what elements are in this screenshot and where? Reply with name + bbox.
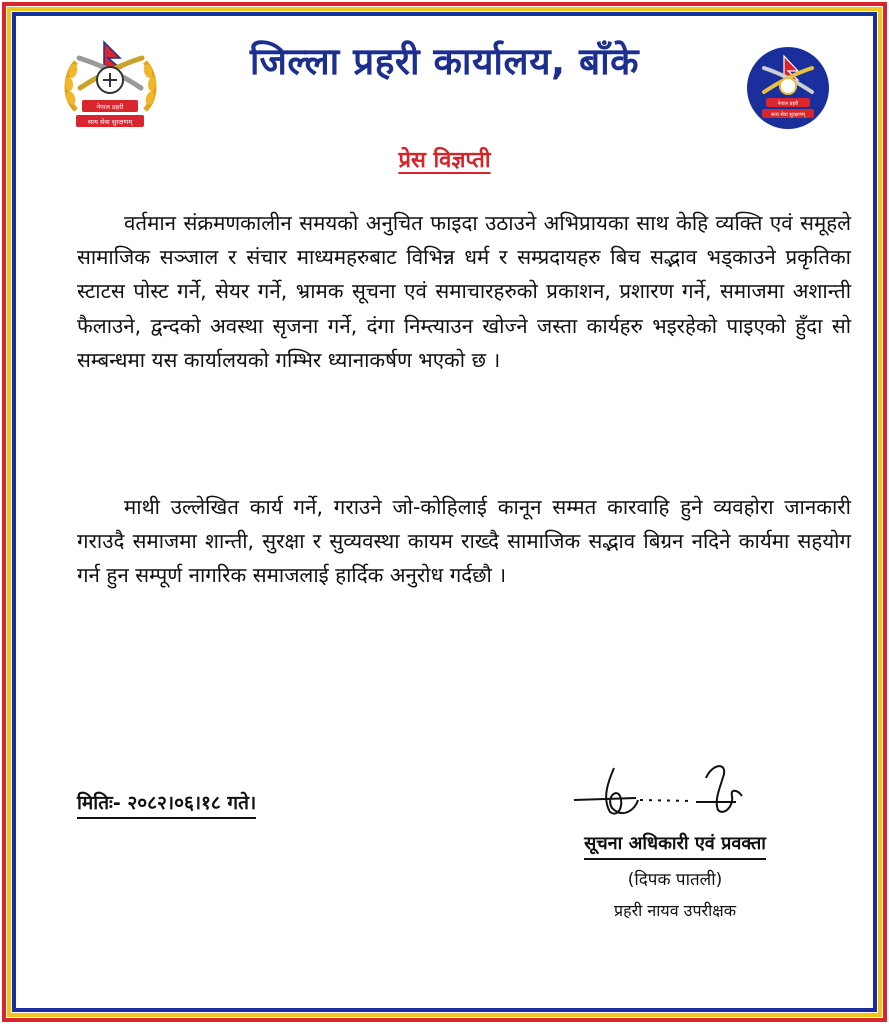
press-release-heading-text: प्रेस विज्ञप्ती: [398, 148, 491, 173]
logo-left-top-text: नेपाल प्रहरी: [96, 103, 124, 111]
body-paragraph-2: माथी उल्लेखित कार्य गर्ने, गराउने जो-कोहिलाई कानून सम्मत कारवाहि हुने व्यवहोरा जानकारी गराउदै समाजमा शान्ती, सुरक्षा र सुव्यवस्था कायम राख्दै सामाजिक सद्भाव बिग्रन नदिने कार्यमा सहयोग गर्न हुन सम्पूर्ण नागरिक समाजलाई हार्दिक अनुरोध गर्दछौ ।: [77, 495, 851, 588]
signatory-block: [565, 832, 785, 923]
logo-right-bottom-text: सत्य सेवा सुरक्षणम्: [771, 112, 805, 118]
logo-left-bottom-text: सत्य सेवा सुरक्षणम्: [87, 118, 133, 126]
signatory-rank: प्रहरी नायव उपरीक्षक: [614, 901, 736, 920]
signatory-role: सूचना अधिकारी एवं प्रवक्ता: [584, 832, 766, 860]
body-paragraph-1: वर्तमान संक्रमणकालीन समयको अनुचित फाइदा उठाउने अभिप्रायका साथ केहि व्यक्ति एवं समूहले सामाजिक सञ्जाल र संचार माध्यमहरुबाट विभिन्न धर्म र सम्प्रदायहरु बिच सद्भाव भड्काउने प्रकृतिका स्टाटस पोस्ट गर्ने, सेयर गर्ने, भ्रामक सूचना एवं समाचारहरुको प्रकाशन, प्रशारण गर्ने, समाजमा अशान्ती फैलाउने, द्वन्दको अवस्था सृजना गर्ने, दंगा निम्त्याउन खोज्ने जस्ता कार्यहरु भइरहेको पाइएको हुँदा सो सम्बन्धमा यस कार्यालयको गम्भिर ध्यानाकर्षण भएको छ ।: [77, 211, 851, 372]
press-release-heading: [0, 144, 889, 174]
release-date: मितिः- २०८२।०६।१८ गते।: [77, 791, 256, 819]
logo-right-top-text: नेपाल प्रहरी: [777, 101, 799, 107]
signatory-name: (दिपक पातली): [627, 870, 723, 890]
office-title: जिल्ला प्रहरी कार्यालय, बाँके: [249, 40, 640, 83]
handwritten-signature: [566, 758, 766, 828]
